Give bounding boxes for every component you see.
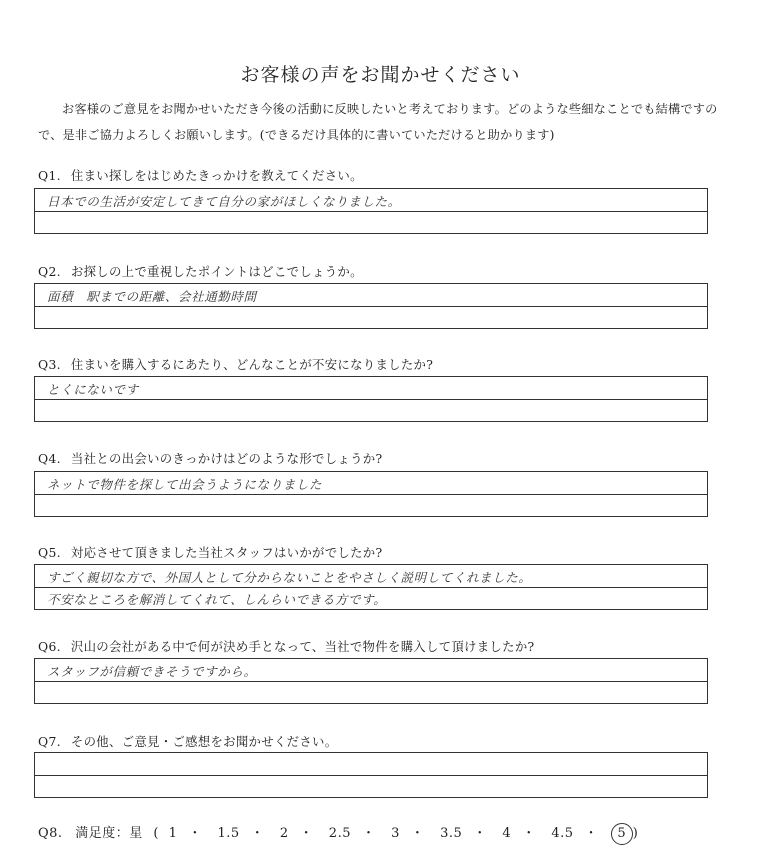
- question-text: 沢山の会社がある中で何が決め手となって、当社で物件を購入して頂けましたか?: [70, 639, 535, 654]
- rating-option-3[interactable]: 3: [391, 826, 400, 841]
- question-number: Q5.: [38, 545, 61, 560]
- answer-line-1: 面積 駅までの距離、会社通勤時間: [47, 289, 257, 304]
- answer-line-1: とくにないです: [47, 382, 139, 397]
- page-title: お客様の声をお聞かせください: [240, 64, 521, 86]
- question-number: Q6.: [38, 639, 61, 654]
- answer-line-2: 不安なところを解消してくれて、しんらいできる方です。: [47, 592, 387, 607]
- answer-line-1: すごく親切な方で、外国人として分からないことをやさしく説明してくれました。: [47, 570, 532, 585]
- rating-option-1-5[interactable]: 1.5: [217, 826, 240, 841]
- answer-box-3[interactable]: [34, 376, 708, 422]
- question-4: [38, 449, 382, 467]
- question-text: 当社との出会いのきっかけはどのような形でしょうか?: [70, 451, 383, 466]
- intro-text: お客様のご意見をお聞かせいただき今後の活動に反映したいと考えております。どのような些細なことでも結構ですので、是非ご協力よろしくお願いします。(できるだけ具体的に書いていただけると助かります): [38, 102, 718, 142]
- question-text: 対応させて頂きました当社スタッフはいかがでしたか?: [70, 545, 383, 560]
- question-text: 住まいを購入するにあたり、どんなことが不安になりましたか?: [70, 357, 434, 372]
- answer-line-1: ネットで物件を探して出会うようになりました: [47, 477, 323, 492]
- rating-option-1[interactable]: 1: [168, 826, 178, 841]
- question-number: Q2.: [38, 264, 61, 279]
- question-number: Q4.: [38, 451, 61, 466]
- rating-option-4[interactable]: 4: [502, 826, 512, 841]
- question-text: お探しの上で重視したポイントはどこでしょうか。: [70, 264, 363, 279]
- answer-box-6[interactable]: [34, 658, 708, 704]
- rating-option-4-5[interactable]: 4.5: [551, 826, 574, 841]
- question-number: Q1.: [38, 168, 61, 183]
- question-text: その他、ご意見・ご感想をお聞かせください。: [70, 734, 338, 749]
- answer-box-5[interactable]: [34, 564, 708, 610]
- rating-option-2-5[interactable]: 2.5: [328, 826, 351, 841]
- question-3: [38, 355, 433, 373]
- question-5: [38, 543, 382, 561]
- question-1: [38, 166, 363, 184]
- answer-line-1: 日本での生活が安定してきて自分の家がほしくなりました。: [47, 194, 401, 209]
- answer-box-7[interactable]: [34, 752, 708, 798]
- question-number: Q3.: [38, 357, 61, 372]
- satisfaction-label: 満足度：星: [75, 826, 143, 841]
- question-number: Q7.: [38, 734, 61, 749]
- answer-line-1: スタッフが信頼できそうですから。: [47, 664, 257, 679]
- rating-option-2[interactable]: 2: [279, 826, 289, 841]
- answer-box-4[interactable]: [34, 471, 708, 517]
- answer-box-1[interactable]: [34, 188, 708, 234]
- rating-option-3-5[interactable]: 3.5: [440, 826, 463, 841]
- answer-box-2[interactable]: [34, 283, 708, 329]
- question-7: [38, 732, 337, 750]
- question-number: Q8.: [38, 826, 63, 841]
- rating-option-5-selected[interactable]: 5: [611, 823, 633, 845]
- question-text: 住まい探しをはじめたきっかけを教えてください。: [70, 168, 363, 183]
- satisfaction-scale: Q8. 満足度：星 ( 1 ・ 1.5 ・ 2 ・ 2.5 ・ 3 ・ 3.5 ・ 4 ・ 4.5 ・ 5 ): [38, 822, 638, 845]
- question-6: [38, 637, 534, 655]
- question-2: [38, 262, 363, 280]
